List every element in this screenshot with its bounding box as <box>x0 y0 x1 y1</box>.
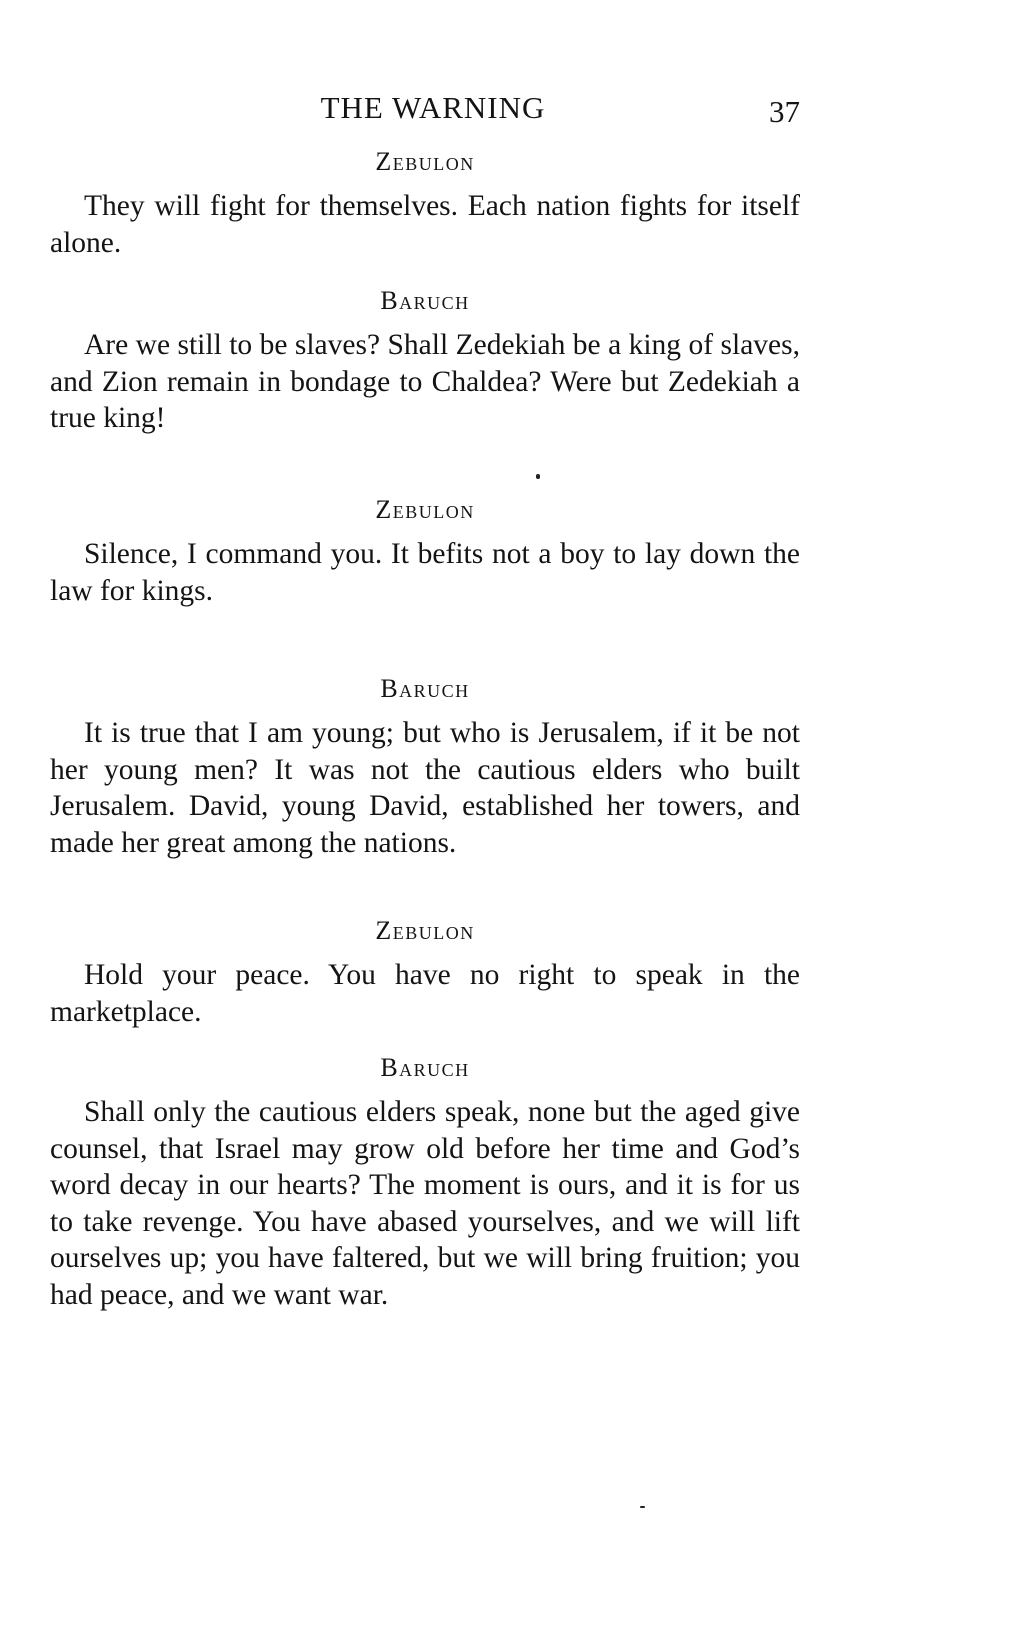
ink-speck <box>536 474 540 479</box>
speech-text: Hold your peace. You have no right to speak in the marketplace. <box>50 959 800 1028</box>
speaker-name: Zebulon <box>375 495 475 524</box>
speech-text: They will fight for themselves. Each nation fights for itself alone. <box>50 190 800 259</box>
running-title: THE WARNING <box>320 90 546 125</box>
speaker-name: Zebulon <box>375 147 475 176</box>
dialogue-entry <box>50 1050 800 1313</box>
dialogue-entry <box>50 492 800 609</box>
running-head <box>50 86 800 130</box>
speech-text: It is true that I am young; but who is Jerusalem, if it be not her young men? It was not the cautious elders who built Jerusalem. David, young David, established her towers, and made her great among the nations. <box>50 717 800 859</box>
dialogue-entry <box>50 671 800 861</box>
speaker-name: Baruch <box>380 286 470 315</box>
page-number: 37 <box>769 94 800 129</box>
speaker-name: Baruch <box>380 1053 470 1082</box>
speaker-name: Baruch <box>380 674 470 703</box>
ink-speck <box>640 1506 645 1508</box>
dialogue-entry <box>50 144 800 261</box>
dialogue-entry <box>50 283 800 437</box>
speech-text: Shall only the cautious elders speak, none but the aged give counsel, that Israel may grow old before her time and God’s word decay in our hearts? The moment is ours, and it is for us to take revenge. You have abased yourselves, and we will lift ourselves up; you have faltered, but we will bring fruition; you had peace, and we want war. <box>50 1096 800 1311</box>
speech-text: Silence, I command you. It befits not a boy to lay down the law for kings. <box>50 538 800 607</box>
speaker-name: Zebulon <box>375 916 475 945</box>
speech-text: Are we still to be slaves? Shall Zedekiah be a king of slaves, and Zion remain in bondage to Chaldea? Were but Zedekiah a true king! <box>50 329 800 434</box>
dialogue-entry <box>50 913 800 1030</box>
